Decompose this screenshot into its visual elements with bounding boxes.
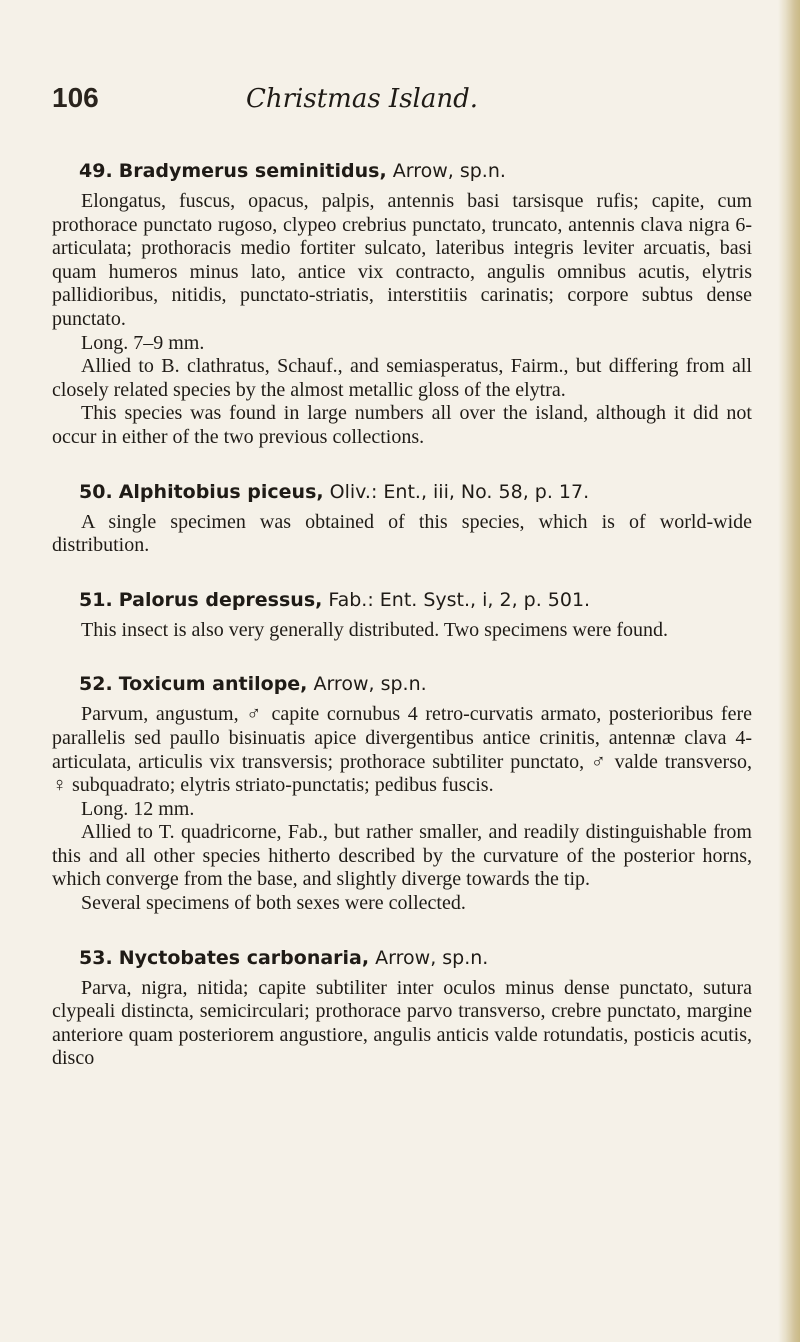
collection-paragraph: This species was found in large numbers all over the island, although it did not occur in either of the two previous collections. xyxy=(52,402,752,448)
affinity-paragraph: Allied to T. quadricorne, Fab., but rather smaller, and readily distinguishable from this and all other species hitherto described by the curvature of the posterior horns, which converge from the base, and slightly diverge towards the tip. xyxy=(52,821,752,891)
species-heading xyxy=(79,160,752,182)
entry-51 xyxy=(52,589,752,643)
section-gap xyxy=(52,558,752,589)
entry-52 xyxy=(52,673,752,915)
species-name: Nyctobates carbonaria, xyxy=(118,946,370,969)
section-gap xyxy=(52,916,752,947)
species-heading xyxy=(79,673,752,695)
description-paragraph: Parva, nigra, nitida; capite subtiliter inter oculos minus dense punctato, sutura clypeali distincta, semicirculari; prothorace parvo transverso, crebre punctato, margine anteriore quam posteriorem angustiore, angulis anticis valde rotundatis, posticis acutis, disco xyxy=(52,976,752,1070)
page-edge-shadow xyxy=(778,0,800,1342)
species-number: 53. xyxy=(79,946,113,969)
description-paragraph: Elongatus, fuscus, opacus, palpis, antennis basi tarsisque rufis; capite, cum prothorace punctato rugoso, clypeo crebrius punctato, truncato, antennis clava nigra 6-articulata; prothoracis medio fortiter sulcato, lateribus integris leviter arcuatis, basi quam humeros minus lato, antice vix contracto, angulis omnibus acutis, elytris pallidioribus, nitidis, punctato-striatis, interstitiis carinatis; corpore subtus dense punctato. xyxy=(52,190,752,330)
distribution-paragraph: A single specimen was obtained of this species, which is of world-wide distribution. xyxy=(52,510,752,557)
species-name: Bradymerus seminitidus, xyxy=(118,160,387,182)
species-heading xyxy=(79,589,752,611)
length-paragraph: Long. 12 mm. xyxy=(81,797,195,820)
species-authority: Arrow, sp.n. xyxy=(392,160,506,182)
species-authority: Arrow, sp.n. xyxy=(313,673,427,696)
page-number: 106 xyxy=(52,82,99,113)
species-number: 52. xyxy=(79,673,113,696)
description-paragraph: Parvum, angustum, ♂ capite cornubus 4 retro-curvatis armato, posterioribus fere parallelis sed paullo bisinuatis apice divergentibus antice crinitis, antennæ clava 4-articulata, articulis vix transversis; prothorace subtiliter punctato, ♂ valde transverso, ♀ subquadrato; elytris striato-punctatis; pedibus fuscis. xyxy=(52,703,752,797)
page-header xyxy=(52,82,752,122)
section-gap xyxy=(52,642,752,673)
species-number: 49. xyxy=(79,160,113,182)
entry-53 xyxy=(52,947,752,1071)
distribution-paragraph: This insect is also very generally distributed. Two specimens were found. xyxy=(81,618,668,641)
species-heading xyxy=(79,947,752,969)
species-authority: Fab.: Ent. Syst., i, 2, p. 501. xyxy=(328,588,591,611)
species-number: 50. xyxy=(79,480,113,503)
species-authority: Oliv.: Ent., iii, No. 58, p. 17. xyxy=(329,480,590,503)
collection-paragraph: Several specimens of both sexes were collected. xyxy=(81,892,466,915)
species-heading xyxy=(79,481,752,503)
page-body xyxy=(52,160,752,1071)
species-name: Palorus depressus, xyxy=(118,588,323,611)
running-head: Christmas Island. xyxy=(245,84,479,114)
species-authority: Arrow, sp.n. xyxy=(375,946,489,969)
length-paragraph: Long. 7–9 mm. xyxy=(81,331,205,354)
entry-50 xyxy=(52,481,752,558)
section-gap xyxy=(52,450,752,481)
affinity-paragraph: Allied to B. clathratus, Schauf., and semiasperatus, Fairm., but differing from all closely related species by the almost metallic gloss of the elytra. xyxy=(52,355,752,401)
species-name: Toxicum antilope, xyxy=(118,673,308,696)
species-number: 51. xyxy=(79,588,113,611)
entry-49 xyxy=(52,160,752,450)
species-name: Alphitobius piceus, xyxy=(118,480,324,503)
